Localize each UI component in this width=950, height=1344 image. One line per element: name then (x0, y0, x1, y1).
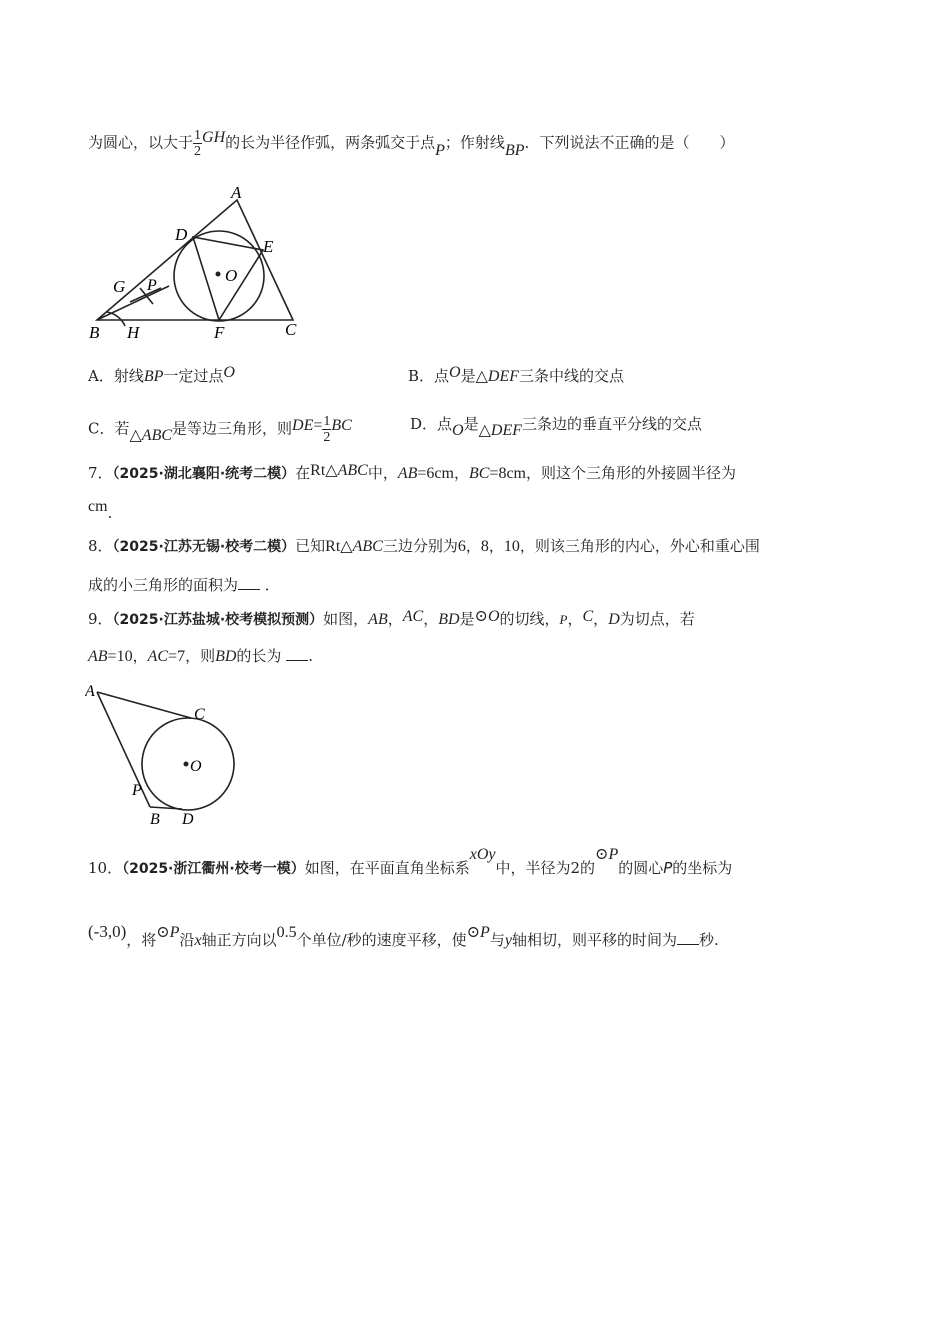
label-o: O (190, 758, 202, 775)
question-10-line2: (-3,0)，将⊙P沿x轴正方向以0.5个单位/秒的速度平移，使⊙P与y轴相切，则平移的时间为 秒. (88, 922, 719, 949)
question-9: 9．（2025·江苏盐城·校考模拟预测）如图，AB，AC，BD是⊙O的切线，P，C，D为切点，若 (88, 608, 695, 628)
label-h: H (127, 323, 140, 342)
q10-source: （2025·浙江衢州·校考一模） (122, 861, 305, 877)
q9-source: （2025·江苏盐城·校考模拟预测） (112, 612, 324, 628)
label-c: C (285, 320, 297, 339)
math-gh: GH (202, 128, 226, 146)
tangent-ac (97, 692, 191, 718)
q9-tangent-figure (85, 680, 250, 830)
question-7: 7．（2025·湖北襄阳·统考二模）在Rt△ABC中，AB=6cm，BC=8cm，则这个三角形的外接圆半径为 (88, 462, 737, 482)
label-p: P (147, 277, 157, 294)
tangent-bd (150, 807, 182, 809)
fraction-one-half: $\frac{1}{2}$ (194, 128, 202, 159)
label-a: A (85, 683, 95, 700)
label-g: G (113, 277, 126, 296)
label-f: F (214, 323, 225, 342)
label-o: O (225, 266, 238, 285)
q6-text: ；作射线 (444, 133, 505, 152)
question-8-line2: 成的小三角形的面积为 ． (88, 576, 280, 594)
math-bp: BP (504, 141, 525, 159)
center-o-dot (216, 272, 221, 277)
tangent-ab (97, 692, 150, 807)
label-p: P (132, 782, 142, 799)
label-c: C (194, 706, 205, 723)
math-p: P (435, 141, 445, 159)
label-a: A (231, 183, 242, 202)
q6-text: ．下列说法不正确的是（ ） (524, 133, 735, 152)
label-d: D (182, 811, 194, 828)
label-b: B (150, 811, 160, 828)
q6-triangle-figure (85, 180, 315, 345)
question-9-line2: AB=10，AC=7，则BD的长为 . (88, 647, 313, 665)
ray-bp (97, 286, 169, 320)
q8-source: （2025·江苏无锡·校考二模） (112, 539, 296, 555)
label-d: D (175, 225, 188, 244)
answer-blank[interactable] (238, 589, 260, 590)
q6-stem-line (88, 128, 735, 159)
answer-blank[interactable] (677, 944, 699, 945)
q7-source: （2025·湖北襄阳·统考二模） (112, 466, 296, 482)
option-d[interactable]: D．点O是△DEF三条边的垂直平分线的交点 (410, 415, 703, 439)
option-a[interactable]: A．射线BP一定过点O (88, 364, 235, 385)
question-8: 8．（2025·江苏无锡·校考二模）已知Rt△ABC三边分别为6，8，10，则该三角形的内心，外心和重心围 (88, 537, 760, 555)
question-10: 10．（2025·浙江衢州·校考一模）如图，在平面直角坐标系xOy中，半径为2的⊙P的圆心P的坐标为 (88, 846, 733, 877)
q6-text: 的长为半径作弧，两条弧交于点 (225, 133, 436, 152)
option-b[interactable]: B．点O是△DEF三条中线的交点 (408, 364, 625, 385)
label-e: E (263, 237, 274, 256)
option-c[interactable]: C．若△ABC是等边三角形，则DE= $\frac{1}{2}$ BC (88, 414, 352, 445)
label-b: B (89, 323, 100, 342)
center-o-dot (184, 762, 189, 767)
answer-blank[interactable] (286, 660, 308, 661)
question-7-line2: cm. (88, 498, 113, 522)
triangle-abc (97, 200, 293, 320)
q6-text: 为圆心，以大于 (88, 133, 194, 152)
